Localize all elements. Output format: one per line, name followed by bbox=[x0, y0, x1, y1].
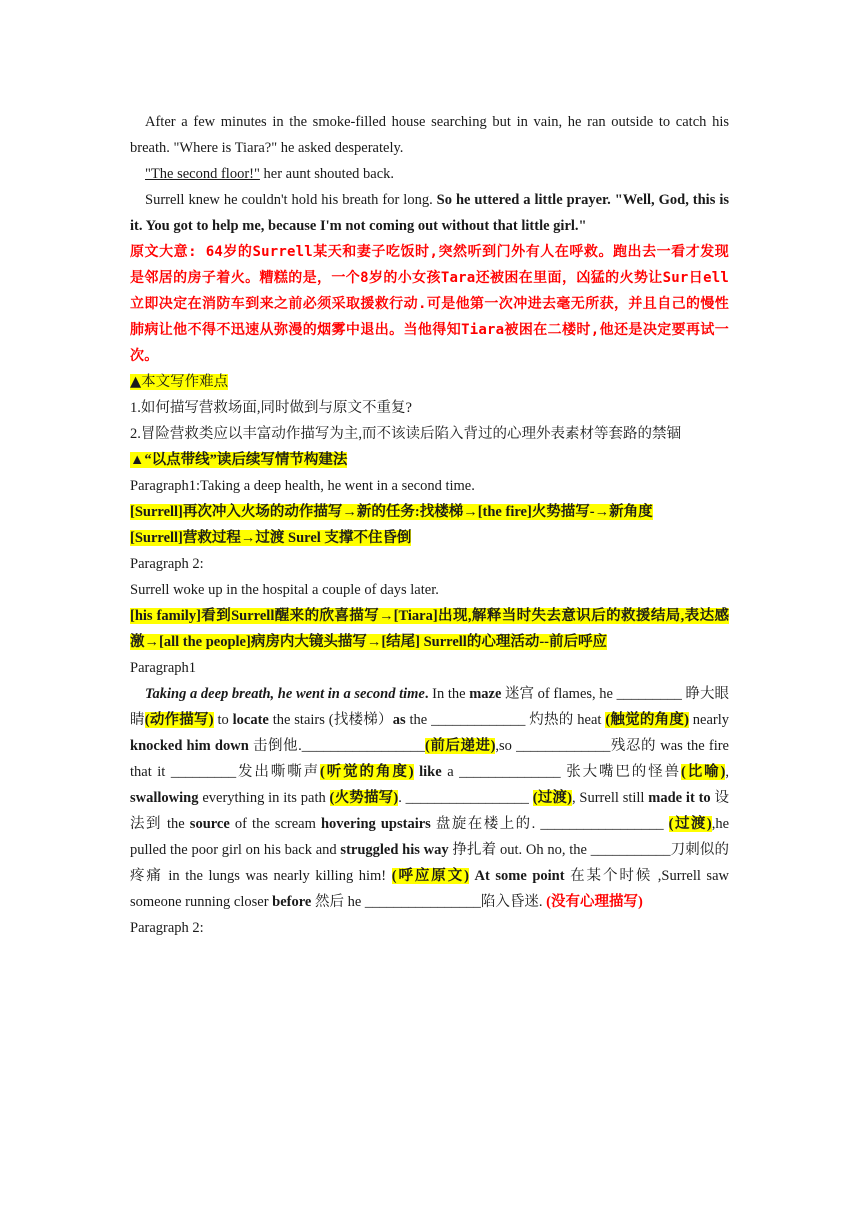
story-text: her aunt shouted back. bbox=[259, 166, 395, 182]
keyword-maze: maze bbox=[469, 686, 502, 702]
method-para1-line1-wrap bbox=[130, 499, 729, 525]
tag-metaphor: (比喻) bbox=[681, 764, 726, 780]
tag-transition-2: (过渡) bbox=[668, 816, 712, 832]
text: everything in its path bbox=[198, 790, 330, 806]
method-para2-label: Paragraph 2: bbox=[130, 556, 204, 572]
keyword-like: like bbox=[413, 764, 442, 780]
story-paragraph-3 bbox=[130, 187, 729, 239]
tag-action: (动作描写) bbox=[144, 712, 214, 728]
keyword-at-some-point: At some point bbox=[474, 868, 565, 884]
blank-10[interactable]: ________________ bbox=[364, 894, 481, 910]
method-heading: ▲“以点带线”读后续写情节构建法 bbox=[130, 452, 348, 468]
exercise-paragraph bbox=[130, 681, 729, 915]
text: to bbox=[213, 712, 233, 728]
blank-3[interactable]: _________________ bbox=[301, 738, 425, 754]
text: of the scream bbox=[229, 816, 321, 832]
blank-4[interactable]: _____________ bbox=[516, 738, 611, 754]
story-text: Surrell knew he couldn't hold his breath for long. bbox=[145, 192, 437, 208]
blank-8[interactable]: _________________ bbox=[540, 816, 664, 832]
story-paragraph-1: After a few minutes in the smoke-filled house searching but in vain, he ran outside to catch his breath. "Where is Tiara?" he asked desperately. bbox=[130, 114, 729, 156]
blank-7[interactable]: _________________ bbox=[405, 790, 529, 806]
text: 刀刺似的疼痛 in the lungs was nearly killing him! bbox=[130, 842, 730, 884]
text: In the bbox=[428, 686, 470, 702]
difficulty-item-2: 2.冒险营救类应以丰富动作描写为主,而不该读后陷入背过的心理外表素材等套路的禁锢 bbox=[130, 426, 681, 442]
text: 在某个时候 ,Surrell saw someone running closer bbox=[130, 868, 729, 910]
text: . bbox=[398, 790, 406, 806]
text: 迷宫 of flames, he bbox=[501, 686, 617, 702]
text: 残忍的 was the fire that it bbox=[130, 738, 729, 780]
difficulty-heading-line bbox=[130, 369, 729, 395]
text: 设法到 the bbox=[130, 790, 730, 832]
method-para2-outline-wrap bbox=[130, 603, 729, 655]
keyword-locate: locate bbox=[232, 712, 269, 728]
keyword-made-it-to: made it to bbox=[648, 790, 711, 806]
text: 挣扎着 out. Oh no, the bbox=[448, 842, 591, 858]
text: nearly bbox=[688, 712, 729, 728]
blank-9[interactable]: ___________ bbox=[590, 842, 671, 858]
text: , Surrell still bbox=[571, 790, 649, 806]
text: 陷入昏迷. bbox=[480, 894, 547, 910]
text: ,so bbox=[495, 738, 517, 754]
method-para2-sentence: Surrell woke up in the hospital a couple of days later. bbox=[130, 582, 439, 598]
keyword-knocked: knocked him down bbox=[130, 738, 249, 754]
blank-1[interactable]: _________ bbox=[616, 686, 682, 702]
text: 灼热的 heat bbox=[525, 712, 606, 728]
tag-touch: (触觉的角度) bbox=[605, 712, 689, 728]
tag-hearing: (听觉的角度) bbox=[320, 764, 414, 780]
opening-sentence: Taking a deep breath, he went in a second time bbox=[145, 686, 425, 702]
text: 击倒他. bbox=[248, 738, 302, 754]
method-para1-line2-wrap bbox=[130, 525, 729, 551]
method-para1-line2: [Surrell]营救过程→过渡 Surel 支撑不住昏倒 bbox=[130, 530, 412, 546]
keyword-struggled: struggled his way bbox=[340, 842, 449, 858]
text: 睁大眼睛 bbox=[130, 686, 730, 728]
tag-transition-1: (过渡) bbox=[532, 790, 572, 806]
story-bold-prayer: So he uttered a little prayer. "Well, God, this is it. You got to help me, because I'm not coming out without that little girl." bbox=[130, 192, 729, 234]
text: ,he pulled the poor girl on his back and bbox=[130, 816, 730, 858]
keyword-source: source bbox=[189, 816, 230, 832]
chinese-summary: 原文大意: 64岁的Surrell某天和妻子吃饭时,突然听到门外有人在呼救。跑出去一看才发现是邻居的房子着火。糟糕的是，一个8岁的小女孩Tara还被困在里面，凶猛的火势让Sur日ell立即决定在消防车到来之前必须采取援救行动.可是他第一次冲进去毫无所获，并且自己的慢性肺病让他不得不迅速从弥漫的烟雾中退出。当他得知Tiara被困在二楼时,他还是决定要再试一次。 bbox=[130, 244, 729, 364]
text: 然后 he bbox=[311, 894, 365, 910]
exercise-label: Paragraph1 bbox=[130, 660, 197, 676]
method-para1-label: Paragraph1:Taking a deep health, he went in a second time. bbox=[130, 478, 475, 494]
keyword-swallowing: swallowing bbox=[130, 790, 199, 806]
tag-progress: (前后递进) bbox=[424, 738, 496, 754]
text: the bbox=[405, 712, 432, 728]
opening-dot: . bbox=[424, 686, 429, 702]
difficulty-item-1: 1.如何描写营救场面,同时做到与原文不重复? bbox=[130, 400, 412, 416]
story-paragraph-2 bbox=[130, 161, 729, 187]
difficulty-heading: ▲本文写作难点 bbox=[130, 374, 229, 390]
text: 盘旋在楼上的. bbox=[430, 816, 541, 832]
keyword-before: before bbox=[272, 894, 312, 910]
tag-fire: (火势描写) bbox=[329, 790, 399, 806]
tag-echo: (呼应原文) bbox=[391, 868, 469, 884]
exercise-label-2: Paragraph 2: bbox=[130, 920, 204, 936]
text bbox=[664, 816, 669, 832]
blank-5[interactable]: _________ bbox=[170, 764, 237, 780]
text: the stairs (找楼梯） bbox=[268, 712, 393, 728]
method-para2-outline: [his family]看到Surrell醒来的欣喜描写→[Tiara]出现,解释当时失去意识后的救援结局,表达感激→[all the people]病房内大镜头描写→[结尾] Surrell的心理活动--前后呼应 bbox=[130, 608, 729, 650]
text: 张大嘴巴的怪兽 bbox=[560, 764, 682, 780]
tag-no-psychology: (没有心理描写) bbox=[546, 894, 643, 910]
keyword-as: as bbox=[392, 712, 406, 728]
method-para1-line1: [Surrell]再次冲入火场的动作描写→新的任务:找楼梯→[the fire]火势描写-→新角度 bbox=[130, 504, 653, 520]
keyword-hovering: hovering upstairs bbox=[320, 816, 431, 832]
blank-6[interactable]: ______________ bbox=[459, 764, 561, 780]
method-heading-line bbox=[130, 447, 729, 473]
blank-2[interactable]: _____________ bbox=[431, 712, 526, 728]
underlined-quote: "The second floor!" bbox=[145, 166, 260, 182]
text: a bbox=[441, 764, 460, 780]
text: 发出嘶嘶声 bbox=[236, 764, 321, 780]
text: , bbox=[725, 764, 729, 780]
